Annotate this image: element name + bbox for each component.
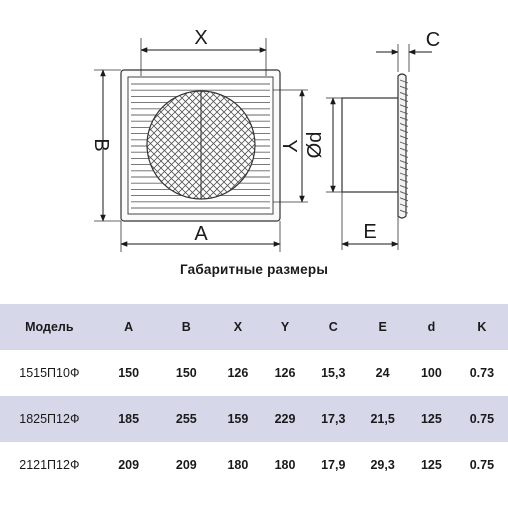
- cell-b: 150: [175, 366, 197, 380]
- cell-k: 0.73: [469, 366, 495, 380]
- header-b: B: [181, 320, 191, 334]
- table-row: [0, 396, 508, 442]
- header-c: C: [328, 320, 338, 334]
- label-a: A: [194, 223, 208, 245]
- cell-c: 15,3: [321, 366, 346, 380]
- grille-profile: [398, 74, 406, 218]
- table-row: [0, 350, 508, 396]
- cell-b: 255: [175, 412, 197, 426]
- cell-x: 126: [227, 366, 249, 380]
- header-model: Модель: [25, 320, 74, 334]
- cell-model: 1515П10Ф: [19, 366, 80, 380]
- label-e: E: [363, 221, 377, 243]
- cell-c: 17,9: [321, 458, 346, 472]
- cell-y: 180: [274, 458, 296, 472]
- cell-y: 229: [274, 412, 296, 426]
- dimension-c: [376, 29, 440, 72]
- cell-a: 209: [118, 458, 140, 472]
- cell-a: 150: [118, 366, 140, 380]
- cell-c: 17,3: [321, 412, 346, 426]
- cell-x: 159: [227, 412, 249, 426]
- header-k: K: [477, 320, 487, 334]
- header-y: Y: [280, 320, 290, 334]
- side-view: [304, 29, 440, 250]
- duct-spigot: [342, 98, 398, 192]
- table-header-row: [0, 304, 508, 350]
- dimension-a: [121, 221, 280, 252]
- cell-k: 0.75: [469, 412, 495, 426]
- cell-e: 29,3: [370, 458, 395, 472]
- cell-k: 0.75: [469, 458, 495, 472]
- cell-d: 125: [420, 412, 442, 426]
- header-x: X: [233, 320, 243, 334]
- dimension-e: [342, 192, 398, 250]
- dimension-d: [304, 98, 342, 192]
- cell-e: 24: [375, 366, 390, 380]
- label-d: Ød: [304, 131, 326, 159]
- cell-a: 185: [118, 412, 140, 426]
- cell-b: 209: [175, 458, 197, 472]
- label-y: Y: [278, 139, 300, 153]
- header-a: A: [124, 320, 134, 334]
- dimension-b: [90, 70, 121, 221]
- label-c: C: [425, 29, 441, 51]
- cell-x: 180: [227, 458, 249, 472]
- cell-e: 21,5: [370, 412, 395, 426]
- front-view: [90, 27, 308, 252]
- table-row: [0, 442, 508, 488]
- mesh-circle: [147, 91, 255, 199]
- label-b: B: [90, 138, 112, 152]
- cell-model: 2121П12Ф: [19, 458, 80, 472]
- label-x: X: [194, 27, 208, 49]
- dimension-x: [141, 27, 266, 76]
- cell-y: 126: [274, 366, 296, 380]
- cell-model: 1825П12Ф: [19, 412, 80, 426]
- header-e: E: [378, 320, 387, 334]
- cell-d: 125: [420, 458, 442, 472]
- dimensions-table: [0, 304, 508, 488]
- section-caption: Габаритные размеры: [179, 262, 329, 277]
- header-d: d: [427, 320, 436, 334]
- cell-d: 100: [420, 366, 442, 380]
